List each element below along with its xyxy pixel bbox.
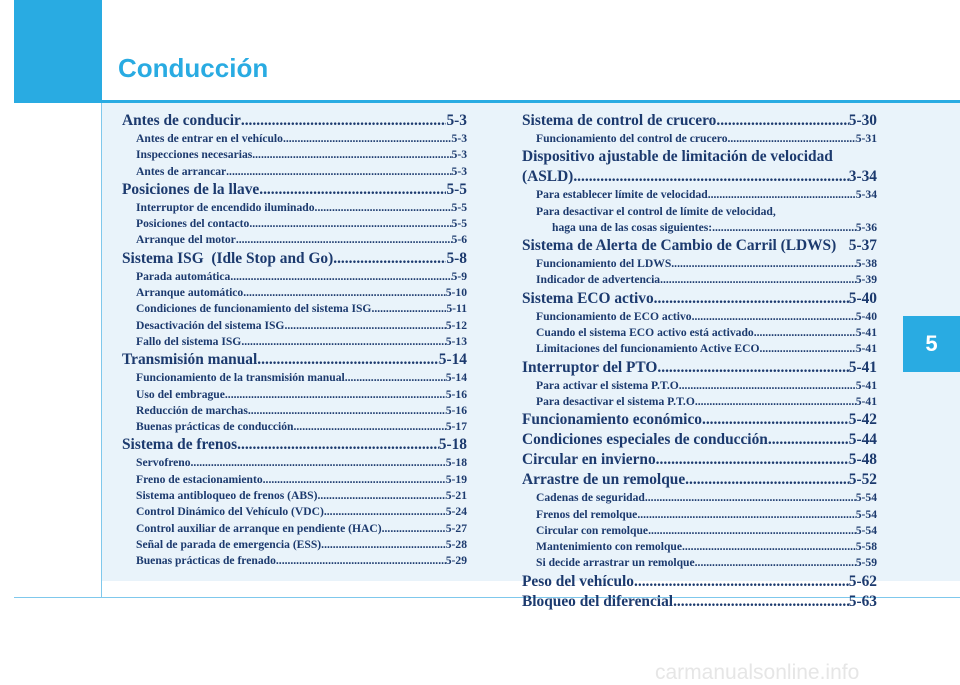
toc-section-entry[interactable]	[522, 572, 877, 592]
toc-subsection-entry[interactable]	[122, 370, 467, 386]
toc-page-number: 5-8	[446, 249, 467, 267]
toc-page-number: 5-39	[855, 273, 877, 287]
toc-subsection-entry[interactable]	[122, 472, 467, 488]
toc-leader-dots	[257, 350, 439, 370]
toc-entry-label: Indicador de advertencia	[536, 273, 661, 287]
toc-subsection-entry[interactable]	[122, 164, 467, 180]
toc-leader-dots	[768, 430, 849, 450]
toc-entry-label: Circular con remolque	[536, 523, 649, 537]
toc-page-number: 5-5	[446, 180, 467, 198]
toc-leader-dots	[637, 507, 855, 523]
toc-section-entry[interactable]	[122, 180, 467, 200]
toc-page-number: 5-28	[445, 537, 467, 551]
toc-leader-dots	[654, 289, 849, 309]
page-title: Conducción	[118, 53, 269, 83]
toc-leader-dots	[249, 216, 451, 232]
toc-subsection-entry[interactable]	[122, 488, 467, 504]
toc-page-number: 5-12	[445, 318, 467, 332]
toc-page-number: 5-3	[446, 112, 467, 129]
toc-entry-label: Condiciones de funcionamiento del sistema ISG	[136, 302, 372, 316]
toc-entry-label: Reducción de marchas	[136, 403, 248, 417]
toc-page-number: 5-41	[855, 394, 877, 408]
toc-entry-label: Sistema de control de crucero	[522, 112, 717, 129]
toc-leader-dots	[276, 553, 446, 569]
toc-entry-label: Mantenimiento con remolque	[536, 540, 682, 554]
toc-leader-dots	[241, 111, 447, 131]
toc-section-entry[interactable]	[522, 289, 877, 309]
toc-page-number: 5-14	[445, 371, 467, 385]
toc-page-number: 5-13	[445, 334, 467, 348]
toc-entry-label: Señal de parada de emergencia (ESS)	[136, 537, 322, 551]
toc-subsection-entry[interactable]	[122, 216, 467, 232]
toc-entry-label: Funcionamiento de la transmisión manual	[136, 371, 345, 385]
toc-leader-dots	[692, 309, 856, 325]
toc-leader-dots	[236, 232, 452, 248]
toc-subsection-entry[interactable]	[522, 187, 877, 203]
toc-heading	[522, 147, 877, 167]
toc-leader-dots	[333, 249, 446, 269]
toc-section-entry[interactable]	[522, 430, 877, 450]
toc-leader-dots	[656, 450, 849, 470]
toc-leader-dots	[248, 403, 446, 419]
toc-page-number: 5-16	[445, 403, 467, 417]
toc-leader-dots	[673, 592, 849, 612]
toc-leader-dots	[225, 387, 446, 403]
toc-page-number: 5-40	[848, 289, 877, 307]
toc-entry-label: Peso del vehículo	[522, 572, 635, 590]
toc-page-number: 5-18	[445, 456, 467, 470]
toc-leader-dots	[682, 539, 856, 555]
toc-leader-dots	[284, 318, 445, 334]
toc-page-number: 5-54	[855, 507, 877, 521]
toc-page-number: 5-54	[855, 523, 877, 537]
toc-page-number: 5-48	[848, 451, 877, 469]
toc-leader-dots	[634, 572, 849, 592]
toc-leader-dots	[754, 325, 856, 341]
toc-subsection-entry[interactable]	[522, 220, 877, 236]
toc-entry-label: Cadenas de seguridad	[536, 491, 645, 505]
toc-page-number: 5-9	[451, 269, 467, 283]
toc-entry-label: Uso del embrague	[136, 387, 225, 401]
toc-section-entry[interactable]	[122, 435, 467, 455]
toc-page-number: 5-17	[445, 420, 467, 434]
toc-subsection-entry[interactable]	[522, 272, 877, 288]
toc-entry-label: Antes de arrancar	[136, 164, 227, 178]
toc-entry-label: Circular en invierno	[522, 451, 656, 469]
toc-entry-label: Fallo del sistema ISG	[136, 334, 242, 348]
toc-subsection-entry[interactable]	[122, 200, 467, 216]
toc-leader-dots	[760, 341, 856, 357]
toc-section-entry[interactable]	[122, 350, 467, 370]
toc-page-number: 5-14	[438, 351, 467, 369]
toc-subsection-entry[interactable]	[522, 490, 877, 506]
toc-leader-dots	[345, 370, 446, 386]
toc-subsection-entry[interactable]	[522, 539, 877, 555]
toc-page-number: 5-31	[855, 132, 877, 145]
toc-page-number: 5-41	[848, 358, 877, 376]
toc-section-entry[interactable]	[522, 111, 877, 131]
toc-leader-dots	[695, 555, 856, 571]
toc-subsection-entry[interactable]	[122, 269, 467, 285]
toc-subsection-entry[interactable]	[122, 232, 467, 248]
toc-entry-label: Transmisión manual	[122, 351, 258, 369]
toc-leader-dots	[695, 394, 856, 410]
toc-subsection-entry[interactable]	[122, 318, 467, 334]
toc-entry-label: Buenas prácticas de frenado	[136, 554, 276, 568]
toc-page-number: 5-44	[848, 431, 877, 449]
toc-page-number: 5-19	[445, 472, 467, 486]
toc-page-number: 5-41	[855, 378, 877, 392]
toc-subsection-entry[interactable]	[122, 131, 467, 147]
toc-leader-dots	[573, 167, 848, 187]
toc-leader-dots	[660, 272, 856, 288]
toc-entry-label: Sistema de frenos	[122, 436, 238, 454]
toc-entry-label: Sistema de Alerta de Cambio de Carril (LDWS)	[522, 237, 837, 255]
toc-leader-dots	[237, 435, 439, 455]
header-color-strip	[14, 0, 102, 100]
toc-subsection-entry[interactable]	[522, 309, 877, 325]
toc-page-number: 5-6	[451, 233, 467, 247]
toc-entry-label: Para activar el sistema P.T.O	[536, 378, 679, 392]
toc-page-number: 5-27	[445, 521, 467, 535]
toc-right-column	[522, 111, 877, 612]
toc-subsection-entry[interactable]	[122, 285, 467, 301]
toc-leader-dots	[382, 521, 446, 537]
toc-entry-label: Control Dinámico del Vehículo (VDC)	[136, 505, 324, 519]
toc-leader-dots	[671, 256, 855, 272]
toc-leader-dots	[283, 131, 452, 147]
toc-page-number: 5-37	[848, 237, 877, 255]
toc-leader-dots	[315, 200, 452, 216]
toc-page-number: 5-24	[445, 505, 467, 519]
toc-entry-label: Servofreno	[136, 456, 191, 470]
toc-page-number: 5-62	[848, 572, 877, 590]
toc-entry-label: Interruptor de encendido iluminado	[136, 200, 315, 214]
toc-entry-label: Desactivación del sistema ISG	[136, 318, 285, 332]
toc-leader-dots	[263, 472, 446, 488]
toc-section-entry[interactable]	[522, 592, 877, 612]
toc-leader-dots	[226, 164, 451, 180]
toc-page-number: 5-63	[848, 592, 877, 610]
toc-entry-label: Antes de entrar en el vehículo	[136, 132, 283, 145]
toc-entry-label: Posiciones del contacto	[136, 217, 250, 231]
toc-subsection-entry[interactable]	[522, 256, 877, 272]
toc-leader-dots	[685, 470, 849, 490]
toc-entry-label: Freno de estacionamiento	[136, 472, 263, 486]
toc-leader-dots	[259, 180, 446, 200]
toc-page-number: 5-36	[855, 220, 877, 234]
toc-subsection-entry[interactable]	[122, 553, 467, 569]
toc-leader-dots	[657, 358, 848, 378]
toc-heading-label: Para desactivar el control de límite de velocidad,	[536, 204, 776, 218]
toc-page-number: 5-29	[445, 554, 467, 568]
toc-section-entry[interactable]	[122, 111, 467, 131]
chapter-tab[interactable]: 5	[903, 316, 960, 372]
toc-entry-label: Antes de conducir	[122, 112, 241, 129]
toc-subsection-entry[interactable]	[522, 131, 877, 147]
toc-entry-label: Para establecer límite de velocidad	[536, 188, 708, 202]
toc-page-number: 5-59	[855, 556, 877, 570]
toc-entry-label: Funcionamiento económico	[522, 411, 702, 429]
toc-section-entry[interactable]	[522, 167, 877, 187]
toc-page-number: 5-41	[855, 342, 877, 356]
toc-section-entry[interactable]	[122, 249, 467, 269]
toc-section-entry[interactable]	[522, 470, 877, 490]
toc-entry-label: Buenas prácticas de conducción	[136, 420, 294, 434]
toc-heading	[522, 204, 877, 220]
toc-page-number: 5-52	[848, 471, 877, 489]
toc-leader-dots	[243, 285, 446, 301]
toc-leader-dots	[321, 537, 446, 553]
toc-page-number: 5-41	[855, 326, 877, 340]
toc-leader-dots	[679, 378, 856, 394]
toc-entry-label: Condiciones especiales de conducción	[522, 431, 768, 449]
toc-entry-label: Interruptor del PTO	[522, 358, 658, 376]
toc-subsection-entry[interactable]	[122, 504, 467, 520]
toc-entry-label: Arranque del motor	[136, 233, 236, 247]
toc-subsection-entry[interactable]	[122, 455, 467, 471]
toc-page-number: 5-34	[855, 188, 877, 202]
toc-entry-label: Posiciones de la llave	[122, 180, 260, 198]
toc-leader-dots	[645, 490, 856, 506]
toc-section-entry[interactable]	[522, 358, 877, 378]
toc-subsection-entry[interactable]	[122, 334, 467, 350]
toc-left-column	[122, 111, 467, 570]
toc-subsection-entry[interactable]	[122, 387, 467, 403]
toc-leader-dots	[648, 523, 856, 539]
toc-page-number: 5-16	[445, 387, 467, 401]
toc-leader-dots	[294, 419, 446, 435]
toc-page-number: 5-11	[446, 302, 467, 316]
toc-leader-dots	[712, 220, 856, 236]
toc-entry-label: Frenos del remolque	[536, 507, 638, 521]
toc-subsection-entry[interactable]	[122, 521, 467, 537]
toc-subsection-entry[interactable]	[122, 403, 467, 419]
toc-entry-label: (ASLD)	[522, 168, 574, 186]
toc-section-entry[interactable]	[522, 236, 877, 256]
toc-page-number: 5-40	[855, 309, 877, 323]
toc-page-number: 5-18	[438, 436, 467, 454]
toc-leader-dots	[324, 504, 446, 520]
toc-subsection-entry[interactable]	[522, 341, 877, 357]
watermark: carmanualsonline.info	[655, 661, 860, 684]
toc-subsection-entry[interactable]	[122, 301, 467, 317]
toc-entry-label: haga una de las cosas siguientes:	[552, 220, 713, 234]
toc-page-number: 5-3	[451, 164, 467, 178]
toc-entry-label: Limitaciones del funcionamiento Active ECO	[536, 342, 760, 356]
toc-leader-dots	[191, 455, 446, 471]
toc-entry-label: Funcionamiento del control de crucero	[536, 132, 728, 145]
toc-page-number: 5-38	[855, 257, 877, 271]
toc-leader-dots	[317, 488, 445, 504]
toc-page-number: 5-5	[451, 200, 467, 214]
toc-entry-label: Para desactivar el sistema P.T.O	[536, 394, 695, 408]
toc-page-number: 5-3	[451, 132, 467, 145]
toc-leader-dots	[728, 131, 856, 147]
toc-leader-dots	[252, 147, 451, 163]
toc-entry-label: Funcionamiento del LDWS	[536, 257, 672, 271]
toc-entry-label: Sistema ISG (Idle Stop and Go)	[122, 249, 334, 267]
toc-subsection-entry[interactable]	[522, 325, 877, 341]
toc-section-entry[interactable]	[522, 410, 877, 430]
toc-subsection-entry[interactable]	[522, 555, 877, 571]
toc-page-number: 5-3	[451, 148, 467, 162]
toc-entry-label: Cuando el sistema ECO activo está activado	[536, 326, 754, 340]
toc-subsection-entry[interactable]	[122, 537, 467, 553]
toc-page-number: 3-34	[848, 168, 877, 186]
toc-entry-label: Arrastre de un remolque	[522, 471, 686, 489]
toc-leader-dots	[241, 334, 445, 350]
toc-entry-label: Bloqueo del diferencial	[522, 592, 674, 610]
toc-page-number: 5-42	[848, 411, 877, 429]
toc-page-number: 5-30	[848, 112, 877, 129]
toc-subsection-entry[interactable]	[122, 147, 467, 163]
toc-entry-label: Inspecciones necesarias	[136, 148, 253, 162]
margin-rule	[101, 103, 102, 598]
toc-entry-label: Si decide arrastrar un remolque	[536, 556, 695, 570]
toc-entry-label: Sistema ECO activo	[522, 289, 654, 307]
toc-page-number: 5-54	[855, 491, 877, 505]
toc-subsection-entry[interactable]	[522, 523, 877, 539]
toc-page-number: 5-5	[451, 217, 467, 231]
toc-entry-label: Funcionamiento de ECO activo	[536, 309, 692, 323]
toc-entry-label: Arranque automático	[136, 286, 244, 300]
toc-entry-label: Parada automática	[136, 269, 231, 283]
toc-page-number: 5-10	[445, 286, 467, 300]
toc-leader-dots	[702, 410, 849, 430]
toc-leader-dots	[371, 301, 446, 317]
toc-entry-label: Sistema antibloqueo de frenos (ABS)	[136, 489, 318, 503]
toc-page-number: 5-21	[445, 489, 467, 503]
toc-leader-dots	[716, 111, 848, 131]
toc-subsection-entry[interactable]	[522, 394, 877, 410]
toc-subsection-entry[interactable]	[522, 378, 877, 394]
toc-leader-dots	[230, 269, 451, 285]
toc-section-entry[interactable]	[522, 450, 877, 470]
toc-subsection-entry[interactable]	[122, 419, 467, 435]
toc-heading-label: Dispositivo ajustable de limitación de velocidad	[522, 148, 833, 166]
toc-entry-label: Control auxiliar de arranque en pendiente (HAC)	[136, 521, 382, 535]
toc-subsection-entry[interactable]	[522, 507, 877, 523]
toc-page-number: 5-58	[855, 540, 877, 554]
toc-leader-dots	[708, 187, 856, 203]
